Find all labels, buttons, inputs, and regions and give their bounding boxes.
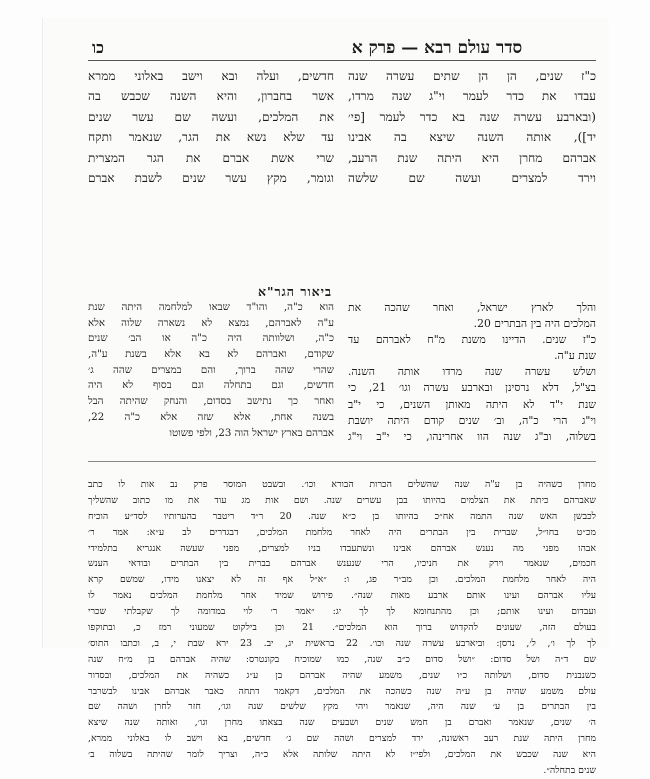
- commentary-line: אברהם בארץ ישראל הוה 23, ולפי פשוטו: [169, 427, 334, 439]
- commentary-line: ואחר כך נתישב בסדום, והנחק שהיתה הבל: [88, 396, 334, 408]
- text-line: יד]), אותה השנה שיצא בה אבינו: [348, 130, 596, 145]
- footnote-line: היא שנה שכבש את המלכים, ולפי״ז לא היתה שלותה אלא כ״ה, וצריך לומר שהיתה בשלוה ב׳: [88, 749, 596, 761]
- main-text-right-column: [348, 66, 596, 188]
- text-line: אשר בחברון, והיא השנה שכבש בה: [88, 89, 334, 104]
- footnote-line: ועבדום ועינו אותם; וכן מהתנחומא לך לך יג: ״אמר ר׳ לוי במדומה לך שקבלתי שכרי: [88, 606, 596, 618]
- page-number: כו: [92, 38, 104, 57]
- text-line: בצ"ל, דלא נרסינן ובארבע עשרה וגו׳ 21, כי: [348, 381, 596, 395]
- footnote-line: שם ד״ה ושל סדום: ״ושל סדום כ״ב שנה, כמו שמוכיח בקונטרס: שהיה אברהם בן מ״ח שנה: [88, 653, 596, 665]
- commentary-line: שקודם, ואברהם לא בא אלא בשנת ע"ה,: [88, 349, 334, 361]
- text-line: את המלכים, ועשה שם עשר שנים: [88, 109, 334, 124]
- footnote-line: מחרן כשהיה בן ע"ה שנה שהשלים הכרות הבורא וכו׳. ובשבט המוסר פרק נב אות לו כתב: [88, 479, 596, 490]
- text-line: כ"ז שנים, הן הן שתים עשרה שנה: [348, 69, 596, 83]
- text-line: שרי אשת אברם את הגר המצרית: [88, 150, 334, 165]
- main-text-left-column: [88, 66, 334, 188]
- text-line: והלך לארץ ישראל, ואחר שהכה את: [348, 301, 596, 314]
- footnote-line: לכבשן האש שנה התמה אח״כ בהיותו בן כ״א שנה. 20 ר״ד ריטבר בהערותיו לסד״ע הוכיח: [88, 510, 596, 522]
- commentary-line: שהרי שהה ברוך, והם במצרים שהה ג׳: [88, 364, 334, 376]
- running-head: סדר עולם רבא — פרק א: [351, 38, 523, 58]
- text-line: שנת י"ד לא היתה מאותן השנים, כי י"ב: [348, 397, 596, 411]
- text-line: חדשים, ועלה ובא וישב באלוני ממרא: [88, 69, 334, 83]
- text-line: עבדו את כדר לעמר וי"ג שנה מרדו,: [348, 89, 596, 104]
- footnote-line: מכ״ט בחו״ל, שברית בין הבתרים היה לאחר מלחמת המלכים, דבגדרים לב ע״א: אמר ר׳: [88, 526, 596, 538]
- commentary-title: ביאור הגר"א: [257, 284, 332, 299]
- footnote-line: מחרן היתה שנת רעב ראשונה, ירד למצרים ושהה שם ג׳ חדשים, בא וישב לו באלוני ממרא,: [88, 733, 596, 745]
- footnote-line: חכמים, שנאמר וירק את חניכיו, הרי שנענש אברהם בברית בין הבתרים ובודאי הענש: [88, 558, 596, 570]
- header-rule: [88, 60, 596, 61]
- commentary-line: חדשים, וגם בתחלה וגם בסוף לא היה: [88, 380, 334, 392]
- text-line: כ"ז שנים. הדיינו משנת מ"ח לאברהם עד: [348, 333, 596, 347]
- commentary-line: ע"ה לאברהם, נמצא לא נשארה שלוה אלא: [88, 317, 334, 329]
- text-line: אברהם מחרן היא היתה שנת הרעב,: [348, 150, 596, 165]
- footnote-line: ה׳ שנים, שנאמר ואברם בן חמש שנים ושבעים שנה בצאתו מחרן וגו׳, ואותה שנה שיצא: [88, 717, 596, 729]
- footnote-line: לך לך ו׳, ל׳, נרסן: וביארבע עשרה שנה וכו׳. 22 בראשית יג, יב. 23 ירא שבת י, ב, וכתבו התוס׳: [88, 637, 596, 649]
- text-line: וי"ג הרי כ"ה, וב׳ שנים קודם היתה יושבת: [348, 413, 596, 427]
- footnote-line: עליו אברהם ועינו אותם ארבע מאות שנה״. פירוש שמיד אחר מלחמת המלכים נאמר לו: [88, 590, 596, 602]
- footnote-rule: [88, 461, 596, 462]
- footnotes: [88, 477, 596, 779]
- commentary-line: כ"ה, ושלוותה היה כ"ה או הב׳ שנים: [88, 333, 334, 345]
- commentary-line: הוא כ"ה, והו"ד שבאו למלחמה היתה שנת: [88, 302, 334, 313]
- text-line: (ובארבע עשרה שנה בא כדר לעמר [פי׳: [348, 109, 596, 124]
- footnote-line: עולם משמע שהיה בן ע״ה שנה כשהכה את המלכים, דקאמר דתחה כאבר אברהם אבינו לבשרבר: [88, 685, 596, 697]
- text-line: עד שלא נשא את הגר, שנאמר ותקח: [88, 130, 334, 145]
- footnote-line: שנים בתחלה״.: [543, 765, 596, 777]
- footnote-line: שאברהם כיתת את הצלמים בהיותו בבן עשרים שנה. ושם אות מג עוד את מו כתוב שהשליך: [88, 494, 596, 506]
- commentary-column: [88, 300, 334, 441]
- text-line: ושלש עשרה שנה מרדו אותה השנה.: [348, 365, 596, 379]
- footnote-line: כשנבנית סדום, ושלותה כ״ו שנים, משמע שהיה אברהם בן ע״ג כשהיה את המלכים, ובסדור: [88, 669, 596, 681]
- text-line: המלכים היה בין הבתרים 20.: [473, 317, 596, 331]
- text-line: וגומר, מקץ עשר שנים לשבת אברם: [88, 170, 334, 185]
- footnote-line: אבהו מפני מה נענש אברהם אבינו ונשתעבדו בניו למצרים, מפני שעשה אנגריא בתלמידי: [88, 542, 596, 554]
- main-text-continuation-column: [348, 300, 596, 445]
- text-line: שנת ע"ה.: [554, 349, 596, 363]
- footnote-line: בעולם הזה, שעונים להקדוש ברוך הוא המלכים״. 21 וכן בילקוט שמעוני רמז כ, ובתוקפו: [88, 622, 596, 634]
- text-line: בשלוה, וב"ג שנה הוו אחרינהו, כי י"ב וי"ג: [348, 429, 596, 443]
- footnote-line: היה לאחר מלחמת המלכים. וכן מב״ר פג, ו: ״א״ל אף זה לא יצאנו מידו, שמשם קרא: [88, 574, 596, 586]
- commentary-line: בשנה אחת, אלא שזה אלא כ"ה 22,: [88, 411, 334, 423]
- footnote-line: בין הבתרים בן ע׳ שנה היה, שנאמר ויהי מקץ שלשים שנה וגו׳, חזר לחרן ושהה שם: [88, 701, 596, 713]
- text-line: וירד למצרים ועשה שם שלשה: [348, 170, 596, 185]
